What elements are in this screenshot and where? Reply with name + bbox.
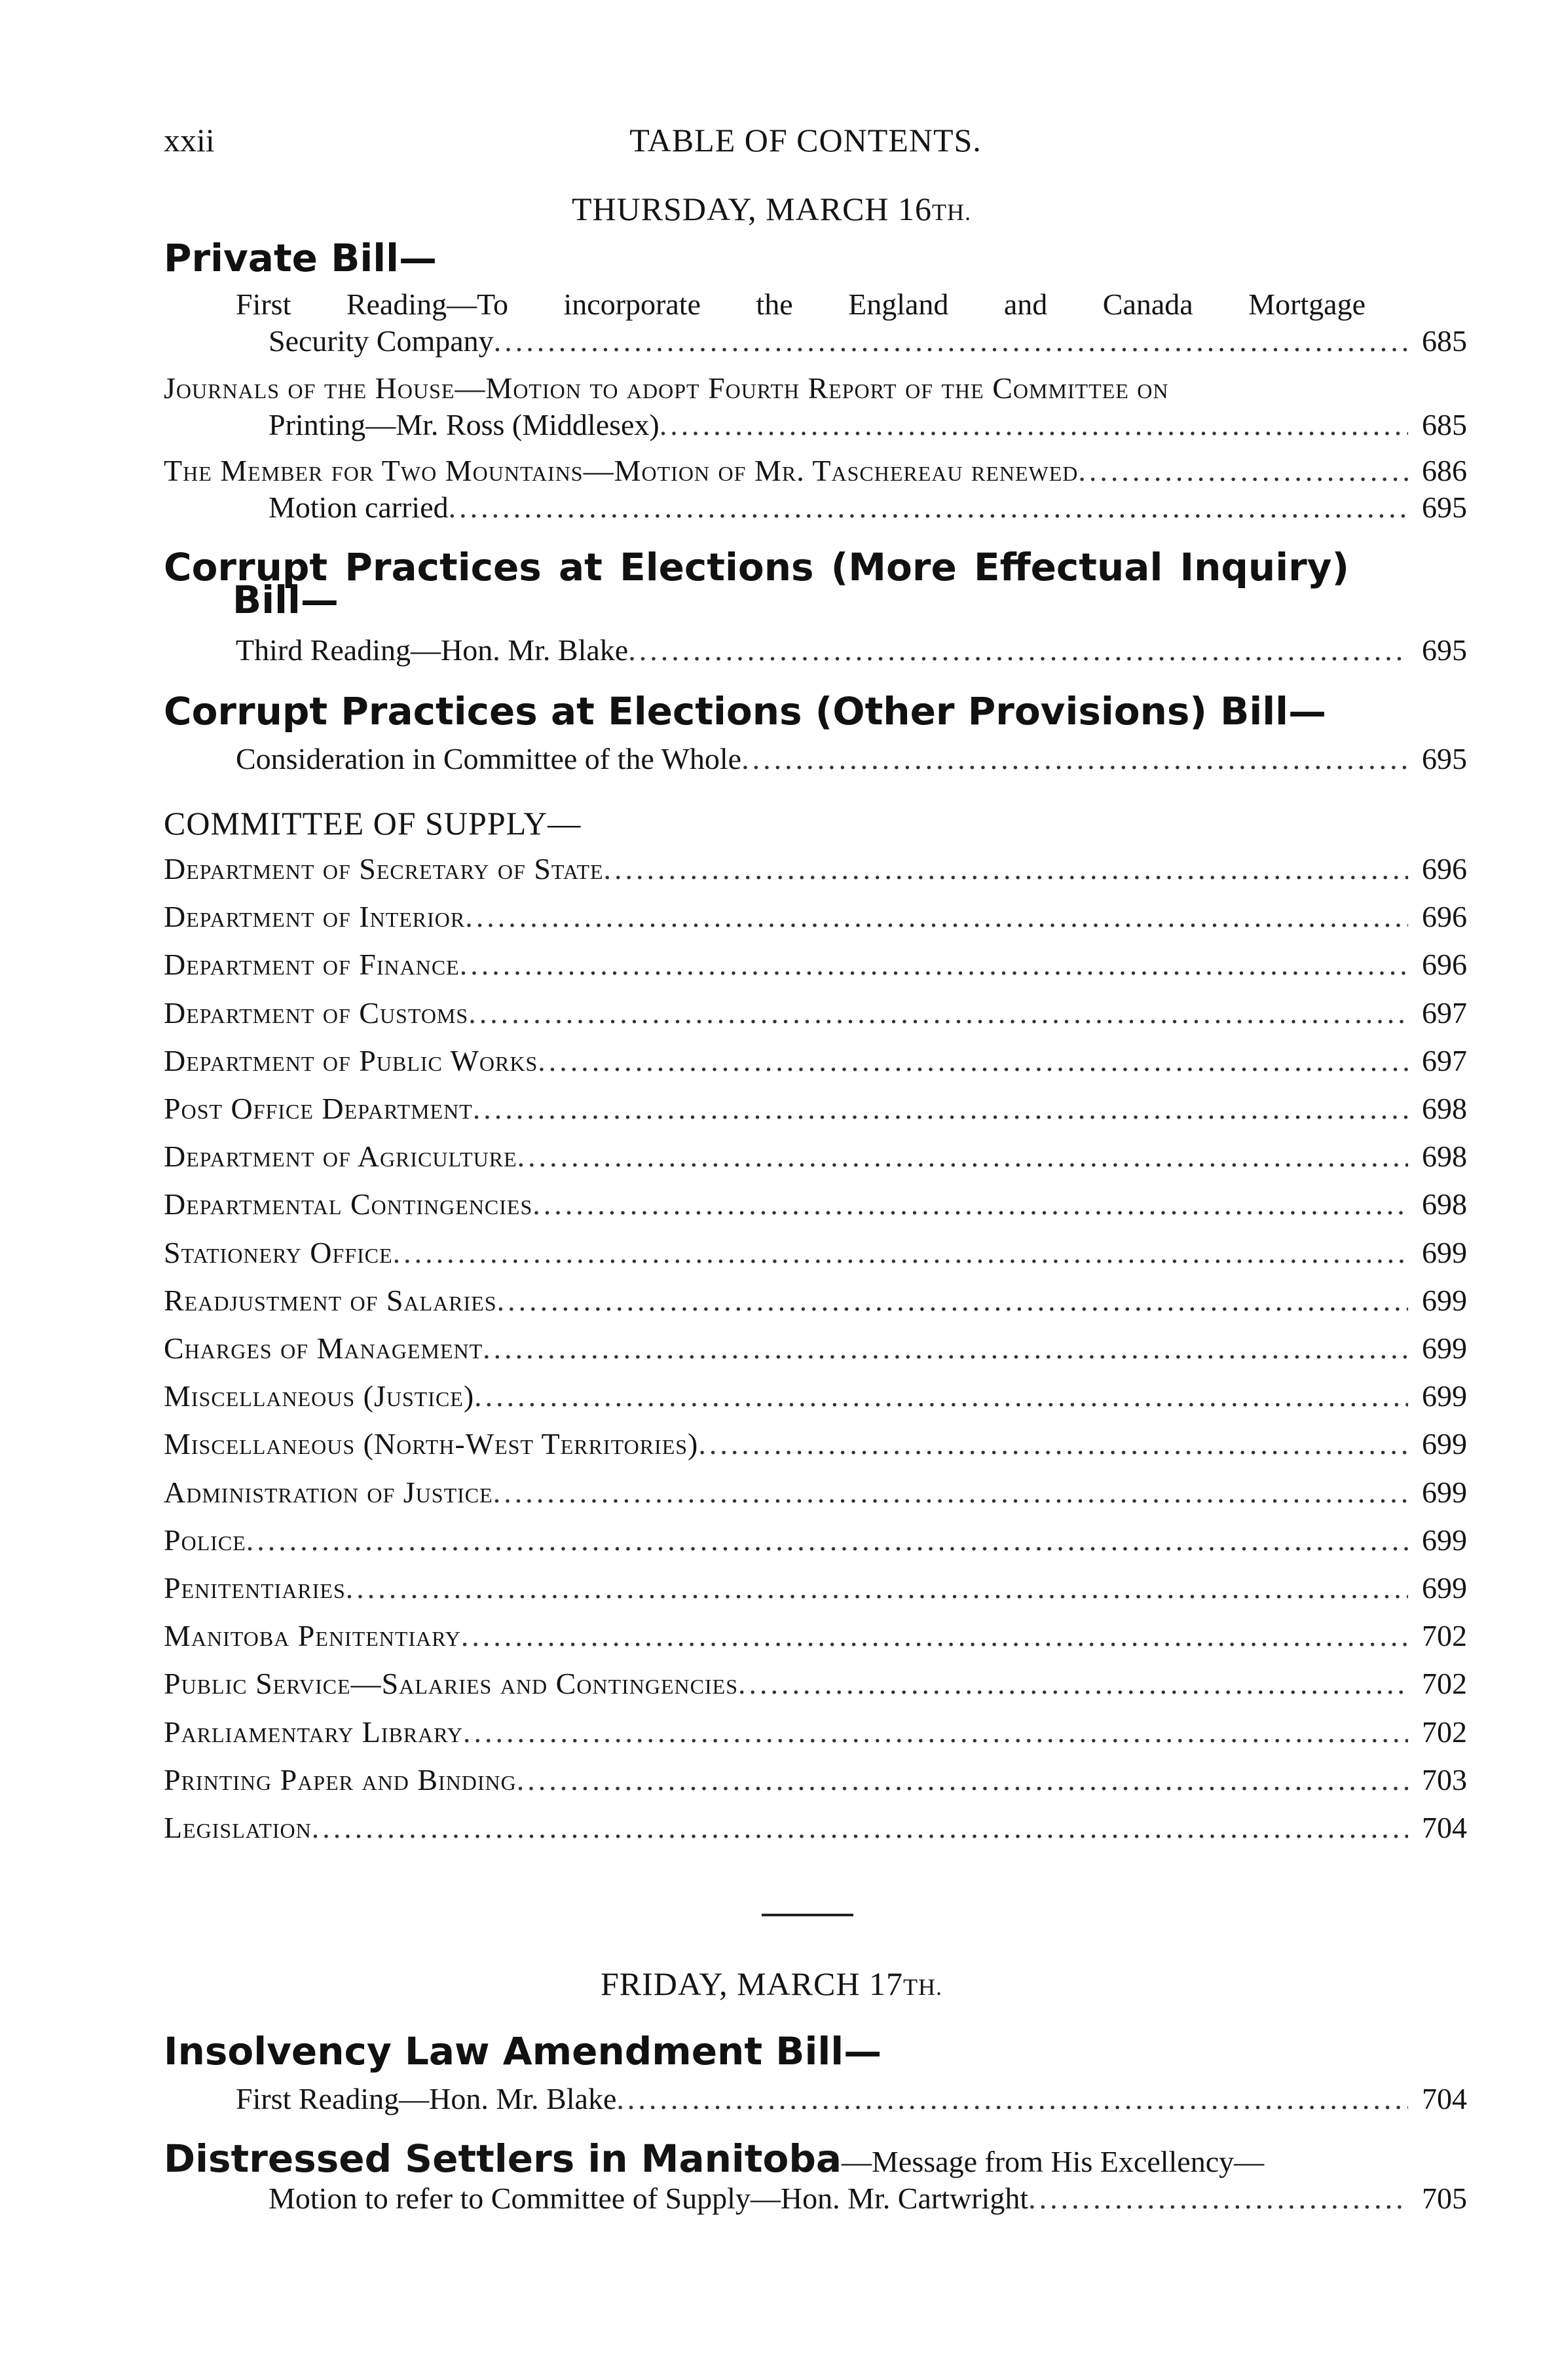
section-heading-corrupt-practices-other: Corrupt Practices at Elections (Other Provisions) Bill— <box>164 689 1326 734</box>
leader-dots <box>517 1139 1408 1174</box>
supply-item <box>164 947 1467 986</box>
toc-entry-line <box>164 371 1467 410</box>
entry-text: Third Reading—Hon. Mr. Blake <box>236 633 629 667</box>
heading-word: Effectual <box>973 545 1163 589</box>
toc-entry <box>269 2181 1467 2220</box>
leader-dots <box>698 1426 1408 1461</box>
supply-item <box>164 1091 1467 1130</box>
supply-item-label: Legislation <box>164 1811 312 1844</box>
supply-item <box>164 1379 1467 1418</box>
page-ref: 698 <box>1422 1140 1467 1173</box>
supply-item-label: Administration of Justice <box>164 1476 493 1509</box>
supply-item <box>164 1331 1467 1370</box>
supply-item <box>164 1523 1467 1562</box>
leader-dots <box>461 1618 1408 1653</box>
leader-dots <box>1028 2181 1408 2216</box>
supply-item-label: Parliamentary Library <box>164 1715 463 1749</box>
date-text: FRIDAY, MARCH 17 <box>601 1965 903 2002</box>
supply-item-label: Police <box>164 1523 246 1557</box>
page-ref: 696 <box>1422 852 1467 885</box>
supply-item <box>164 995 1467 1035</box>
supply-item-label: Post Office Department <box>164 1092 473 1125</box>
leader-dots <box>346 1571 1408 1605</box>
leader-dots <box>1078 453 1408 488</box>
leader-dots <box>449 490 1408 525</box>
page-ref: 702 <box>1422 1619 1467 1652</box>
supply-item <box>164 1762 1467 1802</box>
supply-item <box>164 1666 1467 1705</box>
page-ref: 695 <box>1422 491 1467 524</box>
section-heading-corrupt-practices-inquiry <box>164 545 1349 589</box>
supply-item-label: Department of Finance <box>164 948 460 981</box>
heading-word: (More <box>830 545 957 589</box>
supply-item-label: Department of Public Works <box>164 1044 538 1077</box>
page-ref: 704 <box>1422 1811 1467 1844</box>
running-title: TABLE OF CONTENTS. <box>629 122 982 158</box>
section-divider <box>762 1914 853 1916</box>
page-ref: 702 <box>1422 1715 1467 1749</box>
entry-text: Motion carried <box>269 491 449 524</box>
page-ref: 702 <box>1422 1667 1467 1700</box>
supply-item <box>164 1187 1467 1226</box>
leader-dots <box>393 1235 1408 1270</box>
entry-text: Consideration in Committee of the Whole <box>236 742 742 775</box>
page-ref: 697 <box>1422 996 1467 1030</box>
leader-dots <box>494 324 1408 358</box>
supply-item <box>164 1715 1467 1754</box>
supply-item-label: Departmental Contingencies <box>164 1187 533 1221</box>
page-ref: 703 <box>1422 1763 1467 1796</box>
leader-dots <box>463 1715 1408 1749</box>
leader-dots <box>741 741 1408 776</box>
toc-entry <box>269 324 1467 363</box>
supply-item <box>164 1043 1467 1083</box>
page-ref: 697 <box>1422 1044 1467 1077</box>
entry-text: Motion to refer to Committee of Supply—Hon. Mr. Cartwright <box>269 2182 1029 2215</box>
heading-word: Practices <box>344 545 542 589</box>
page-ref: 699 <box>1422 1236 1467 1269</box>
page-ref: 699 <box>1422 1331 1467 1365</box>
page-ref: 698 <box>1422 1187 1467 1221</box>
page-ref: 699 <box>1422 1523 1467 1557</box>
page-ref: 685 <box>1422 408 1467 441</box>
entry-text: —Message from His Excellency— <box>842 2145 1265 2178</box>
leader-dots <box>483 1331 1408 1366</box>
page-ref: 695 <box>1422 742 1467 775</box>
toc-entry <box>269 407 1467 447</box>
entry-text: First Reading—To incorporate the England and Canada Mortgage <box>236 288 1366 321</box>
page-ref: 699 <box>1422 1571 1467 1605</box>
supply-item-label: Stationery Office <box>164 1236 393 1269</box>
toc-entry <box>236 2081 1467 2121</box>
page-header <box>164 121 1447 167</box>
leader-dots <box>660 407 1408 442</box>
leader-dots <box>468 995 1408 1030</box>
leader-dots <box>604 851 1408 886</box>
leader-dots <box>517 1762 1408 1797</box>
supply-item-label: Public Service—Salaries and Contingencies <box>164 1667 738 1700</box>
leader-dots <box>474 1379 1408 1413</box>
entry-text: The Member for Two Mountains—Motion of Mr. Taschereau renewed <box>164 454 1079 487</box>
page-ref: 685 <box>1422 324 1467 358</box>
supply-item <box>164 1475 1467 1514</box>
date-suffix: TH. <box>932 199 972 225</box>
date-suffix: TH. <box>902 1974 942 2000</box>
supply-item-label: Department of Agriculture <box>164 1140 517 1173</box>
leader-dots <box>497 1283 1408 1318</box>
toc-entry <box>269 490 1467 529</box>
toc-entry <box>236 741 1467 781</box>
page-ref: 705 <box>1422 2182 1467 2215</box>
supply-item <box>164 1571 1467 1610</box>
page-ref: 699 <box>1422 1379 1467 1413</box>
entry-text: Printing—Mr. Ross (Middlesex) <box>269 408 660 441</box>
page-ref: 698 <box>1422 1092 1467 1125</box>
toc-entry-line <box>164 2136 1467 2182</box>
page-ref: 696 <box>1422 900 1467 933</box>
toc-entry <box>236 633 1467 672</box>
date-heading-thursday <box>0 190 1543 228</box>
heading-word: Inquiry) <box>1180 545 1349 589</box>
supply-item-label: Department of Customs <box>164 996 469 1030</box>
entry-text: First Reading—Hon. Mr. Blake <box>236 2082 617 2115</box>
supply-item-label: Printing Paper and Binding <box>164 1763 517 1796</box>
supply-item <box>164 851 1467 891</box>
section-heading-committee-of-supply: COMMITTEE OF SUPPLY— <box>164 805 582 842</box>
toc-entry-line <box>236 287 1467 326</box>
supply-item <box>164 899 1467 939</box>
page-ref: 696 <box>1422 948 1467 981</box>
section-heading-insolvency: Insolvency Law Amendment Bill— <box>164 2029 882 2073</box>
supply-item <box>164 1139 1467 1178</box>
entry-text: Journals of the House—Motion to adopt Fourth Report of the Committee on <box>164 371 1169 405</box>
leader-dots <box>616 2081 1408 2116</box>
page-ref: 695 <box>1422 633 1467 667</box>
heading-word: at <box>559 545 603 589</box>
supply-item-label: Miscellaneous (North-West Territories) <box>164 1427 699 1460</box>
supply-item-label: Penitentiaries <box>164 1571 346 1605</box>
page-number: xxii <box>164 122 215 158</box>
leader-dots <box>460 947 1408 982</box>
leader-dots <box>473 1091 1408 1126</box>
leader-dots <box>312 1810 1408 1845</box>
supply-item <box>164 1283 1467 1322</box>
leader-dots <box>628 633 1408 667</box>
section-heading-continuation: Bill— <box>232 578 339 622</box>
section-heading-distressed-settlers: Distressed Settlers in Manitoba <box>164 2136 842 2181</box>
page-ref: 686 <box>1422 454 1467 487</box>
supply-item-label: Department of Secretary of State <box>164 852 604 885</box>
leader-dots <box>532 1187 1408 1221</box>
leader-dots <box>246 1523 1408 1557</box>
leader-dots <box>738 1666 1408 1701</box>
supply-item-label: Manitoba Penitentiary <box>164 1619 461 1652</box>
supply-item-label: Charges of Management <box>164 1331 483 1365</box>
supply-item-label: Department of Interior <box>164 900 466 933</box>
supply-item <box>164 1426 1467 1466</box>
page-ref: 699 <box>1422 1284 1467 1317</box>
supply-item <box>164 1810 1467 1850</box>
page-ref: 699 <box>1422 1476 1467 1509</box>
supply-item-label: Readjustment of Salaries <box>164 1284 497 1317</box>
heading-word: Elections <box>620 545 814 589</box>
leader-dots <box>493 1475 1408 1510</box>
page-ref: 699 <box>1422 1427 1467 1460</box>
toc-entry <box>164 453 1467 493</box>
entry-text: Security Company <box>269 324 494 358</box>
leader-dots <box>538 1043 1408 1078</box>
page-ref: 704 <box>1422 2082 1467 2115</box>
date-text: THURSDAY, MARCH 16 <box>571 191 933 227</box>
leader-dots <box>465 899 1408 934</box>
supply-item <box>164 1235 1467 1274</box>
supply-item-label: Miscellaneous (Justice) <box>164 1379 475 1413</box>
heading-word: Corrupt <box>164 545 328 589</box>
section-heading-private-bill: Private Bill— <box>164 236 437 280</box>
date-heading-friday <box>0 1965 1543 2003</box>
supply-item <box>164 1618 1467 1658</box>
